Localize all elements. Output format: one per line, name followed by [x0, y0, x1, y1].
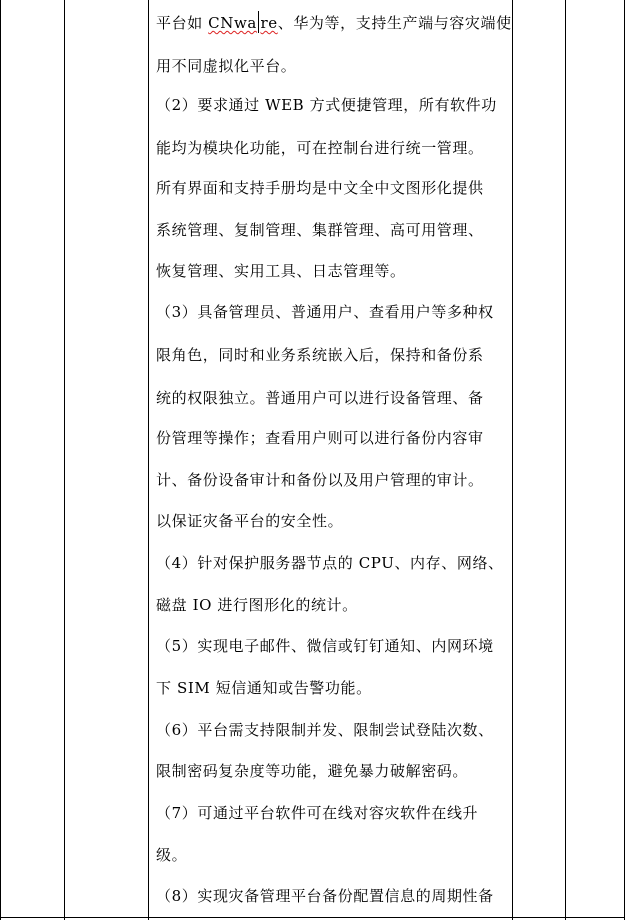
spellcheck-word[interactable]: CNwa re	[208, 14, 278, 32]
text-line: 计、备份设备审计和备份以及用户管理的审计。	[156, 471, 484, 489]
table-border-left	[0, 0, 1, 920]
text-line: 限角色，同时和业务系统嵌入后，保持和备份系	[156, 346, 484, 364]
text-line: （8）实现灾备管理平台备份配置信息的周期性备	[156, 887, 494, 905]
text-line: （7）可通过平台软件可在线对容灾软件在线升	[156, 804, 479, 822]
text-line: （6）平台需支持限制并发、限制尝试登陆次数、	[156, 721, 494, 739]
text-line: （4）针对保护服务器节点的 CPU、内存、网络、	[156, 554, 504, 572]
text-line: 恢复管理、实用工具、日志管理等。	[156, 262, 406, 280]
text-line: 用不同虚拟化平台。	[156, 57, 297, 75]
text-line: 级。	[156, 846, 188, 864]
table-column-divider	[512, 0, 513, 920]
text-line: 磁盘 IO 进行图形化的统计。	[156, 596, 358, 614]
text-line: （3）具备管理员、普通用户、查看用户等多种权	[156, 303, 494, 321]
text-line: 能均为模块化功能，可在控制台进行统一管理。	[156, 139, 484, 157]
table-border-right	[624, 0, 625, 920]
text-line: 下 SIM 短信通知或告警功能。	[156, 679, 372, 697]
table-column-divider	[64, 0, 65, 920]
table-border-bottom	[0, 917, 625, 918]
text-line: （2）要求通过 WEB 方式便捷管理，所有软件功	[156, 96, 497, 114]
text-line: 所有界面和支持手册均是中文全中文图形化提供	[156, 179, 484, 197]
table-column-divider	[148, 0, 149, 920]
text-line: （5）实现电子邮件、微信或钉钉通知、内网环境	[156, 637, 494, 655]
text-line: 限制密码复杂度等功能，避免暴力破解密码。	[156, 762, 469, 780]
text-line: 系统管理、复制管理、集群管理、高可用管理、	[156, 221, 484, 239]
text-line: 以保证灾备平台的安全性。	[156, 512, 344, 530]
table-column-divider	[565, 0, 566, 920]
text-line: 平台如 CNwa re、华为等，支持生产端与容灾端使	[156, 11, 512, 33]
text-line: 份管理等操作；查看用户则可以进行备份内容审	[156, 429, 484, 447]
text-line: 统的权限独立。普通用户可以进行设备管理、备	[156, 389, 484, 407]
